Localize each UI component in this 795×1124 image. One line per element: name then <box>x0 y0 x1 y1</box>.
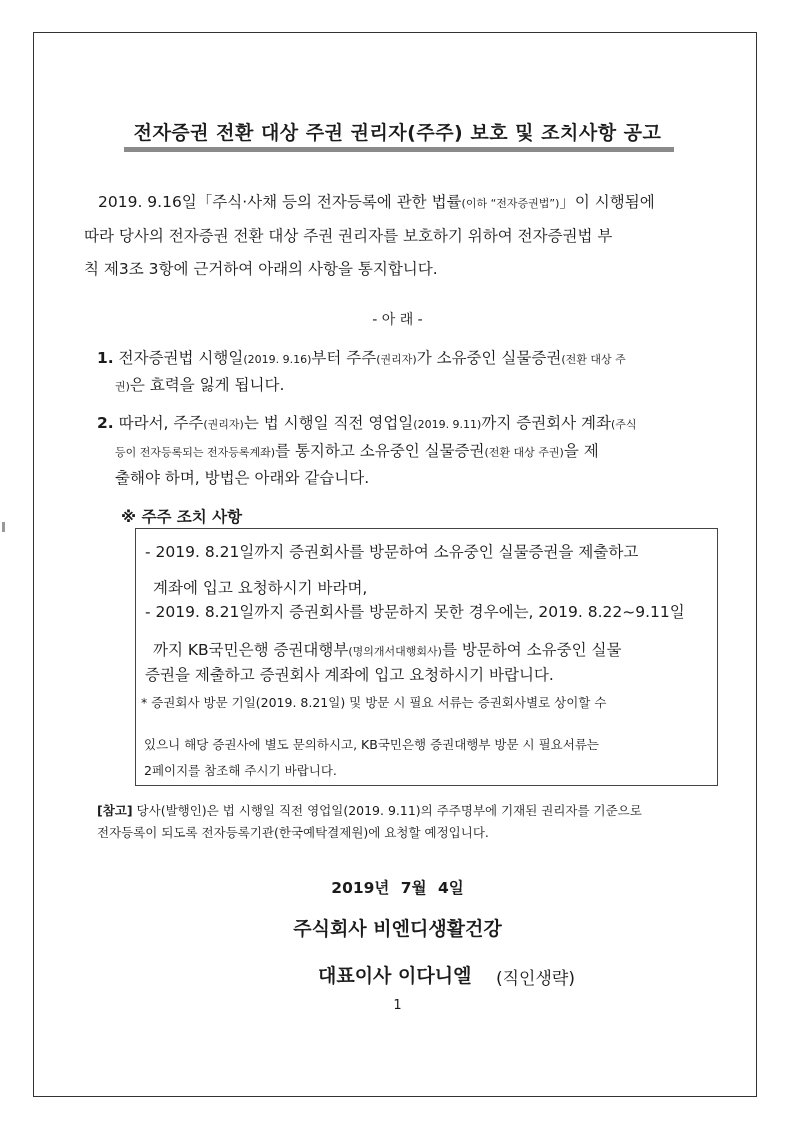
item-2-number: 2. <box>97 414 114 432</box>
intro-line-1-start: 2019. 9.16일「주식·사채 등의 전자등록에 관한 법률 <box>98 193 462 211</box>
action-line-3: - 2019. 8.21일까지 증권회사를 방문하지 못한 경우에는, 2019. 8.22~9.11일 <box>145 603 685 621</box>
intro-line-2: 따라 당사의 전자증권 전환 대상 주권 권리자를 보호하기 위하여 전자증권법 부 <box>84 227 613 245</box>
company-name: 주식회사 비엔디생활건강 <box>293 918 502 940</box>
intro-line-1 <box>98 190 655 212</box>
item-2-text-c: 까지 증권회사 계좌 <box>481 414 611 432</box>
item-1-text-d: 은 효력을 잃게 됩니다. <box>129 376 285 394</box>
item-1-aside-2: (권리자) <box>376 353 417 366</box>
action-line-1: - 2019. 8.21일까지 증권회사를 방문하여 소유중인 실물증권을 제출하고 <box>145 543 639 561</box>
action-note-3: 2페이지를 참조해 주시기 바랍니다. <box>144 763 337 778</box>
item-2-line-2 <box>115 439 599 461</box>
item-2-text-a: 따라서, 주주 <box>118 414 204 432</box>
ceo-name: 대표이사 이다니엘 <box>318 965 472 987</box>
intro-line-3: 칙 제3조 3항에 근거하여 아래의 사항을 통지합니다. <box>84 260 438 278</box>
item-1-aside-3: (전환 대상 주 <box>561 353 626 366</box>
action-note-2: 있으니 해당 증권사에 별도 문의하시고, KB국민은행 증권대행부 방문 시 필요서류는 <box>144 737 599 752</box>
item-2-text-e: 을 제 <box>563 442 599 460</box>
item-1-line-1 <box>97 346 626 368</box>
action-line-4-aside: (명의개서대행회사) <box>348 645 442 658</box>
title-underline <box>124 147 674 152</box>
item-1-text-a: 전자증권법 시행일 <box>118 349 244 367</box>
action-line-5: 증권을 제출하고 증권회사 계좌에 입고 요청하시기 바랍니다. <box>145 666 554 684</box>
reference-line-1 <box>97 801 642 819</box>
item-1-aside-4: 권) <box>115 380 130 393</box>
scan-edge-mark <box>2 522 5 532</box>
item-2-line-3: 출해야 하며, 방법은 아래와 같습니다. <box>115 469 370 487</box>
item-2-line-1 <box>97 411 637 433</box>
item-2-aside-4: 등이 전자등록되는 전자등록계좌) <box>115 446 276 459</box>
item-2-aside-5: (전환 대상 주권) <box>484 446 564 459</box>
reference-tag: [참고] <box>97 803 133 818</box>
action-heading: ※ 주주 조치 사항 <box>121 508 243 526</box>
item-1-line-2 <box>115 373 284 395</box>
action-box <box>135 528 718 786</box>
action-line-4 <box>153 638 621 660</box>
item-2-aside-1: (권리자) <box>203 418 244 431</box>
notice-title: 전자증권 전환 대상 주권 권리자(주주) 보호 및 조치사항 공고 <box>133 122 662 144</box>
reference-line-2: 전자등록이 되도록 전자등록기관(한국예탁결제원)에 요청할 예정입니다. <box>97 825 489 840</box>
below-marker: - 아 래 - <box>372 312 423 328</box>
page-number: 1 <box>393 998 402 1013</box>
action-line-2: 계좌에 입고 요청하시기 바라며, <box>153 579 368 597</box>
intro-line-1-aside: (이하 “전자증권법”) <box>461 197 560 210</box>
item-2-text-b: 는 법 시행일 직전 영업일 <box>243 414 414 432</box>
action-line-4-start: 까지 KB국민은행 증권대행부 <box>153 641 349 659</box>
reference-text-1: 당사(발행인)은 법 시행일 직전 영업일(2019. 9.11)의 주주명부에 기재된 권리자를 기준으로 <box>132 803 642 818</box>
item-1-text-b: 부터 주주 <box>311 349 377 367</box>
intro-line-1-end: 」이 시행됨에 <box>559 193 655 211</box>
action-line-4-end: 를 방문하여 소유중인 실물 <box>441 641 622 659</box>
item-1-number: 1. <box>97 349 114 367</box>
item-1-aside-1: (2019. 9.16) <box>243 353 312 366</box>
item-2-text-d: 를 통지하고 소유중인 실물증권 <box>275 442 485 460</box>
item-1-text-c: 가 소유중인 실물증권 <box>416 349 562 367</box>
action-note-1: * 증권회사 방문 기일(2019. 8.21일) 및 방문 시 필요 서류는 증권회사별로 상이할 수 <box>141 695 607 710</box>
item-2-aside-2: (2019. 9.11) <box>413 418 482 431</box>
item-2-aside-3: (주식 <box>610 418 637 431</box>
notice-date: 2019년 7월 4일 <box>331 879 464 897</box>
seal-note: (직인생략) <box>496 969 575 989</box>
